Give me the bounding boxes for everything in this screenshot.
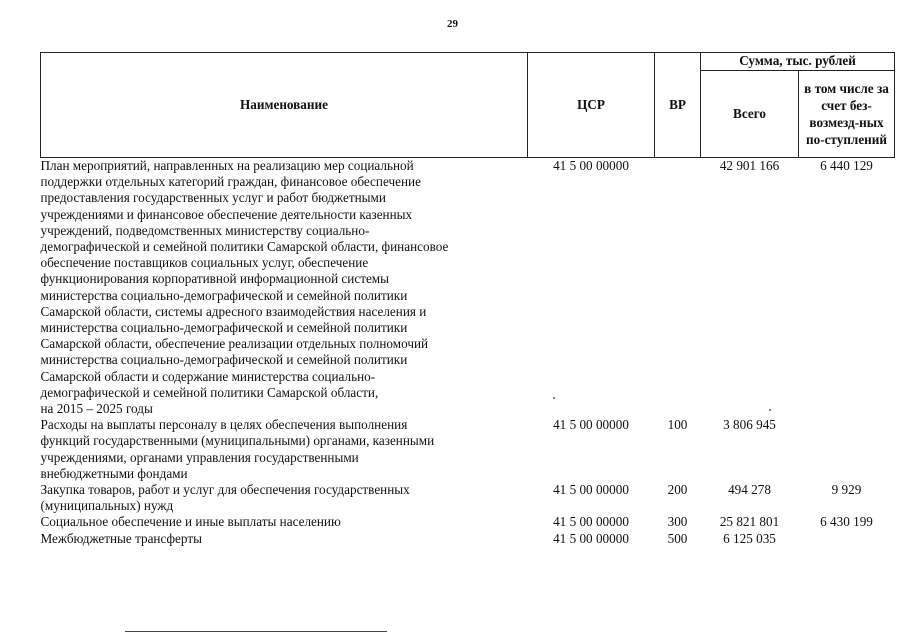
- row-csr: 41 5 00 00000: [553, 514, 629, 530]
- row-free: 9 929: [831, 482, 862, 498]
- row-free: [799, 531, 895, 547]
- row-csr: 41 5 00 00000: [553, 482, 629, 498]
- header-csr: ЦСР: [528, 53, 655, 158]
- row-total: 6 125 035: [723, 530, 776, 546]
- row-name: Расходы на выплаты персоналу в целях обеспечения выполнения функций государственными (муниципальными) органами, казенными учреждениями, органами управления государственными внебюджетными фондами: [40, 417, 435, 481]
- header-name: Наименование: [41, 53, 528, 158]
- table-row: [41, 531, 895, 547]
- row-csr: 41 5 00 00000: [553, 158, 629, 173]
- table-row: [41, 514, 895, 530]
- row-name: Социальное обеспечение и иные выплаты населению: [40, 514, 341, 530]
- row-name: План мероприятий, направленных на реализацию мер социальной поддержки отдельных категорий граждан, финансовое обеспечение предоставления государственных услуг и работ бюджетными учреждениями и финансовое обеспечение деятельности казенных учреждений, подведомственных министерству социально- демографической и семейной политики Самарской области, финансовое обеспечение поставщиков социальных услуг, обеспечение функционирования корпоративной информационной системы министерства социально-демографической и семейной политики Самарской области, системы адресного взаимодействия населения и министерства социально-демографической и семейной политики Самарской области, обеспечение реализации отдельных полномочий министерства социально-демографической и семейной политики Самарской области и содержание министерства социально- демографической и семейной политики Самарской области, на 2015 – 2025 годы: [40, 158, 449, 417]
- row-vr: [655, 158, 701, 418]
- scan-speck: [769, 409, 771, 411]
- table-row: [41, 417, 895, 482]
- row-free: 6 440 129: [820, 158, 873, 173]
- row-total: 25 821 801: [719, 514, 780, 530]
- row-vr: 100: [667, 417, 688, 433]
- footer-rule: [125, 631, 387, 632]
- row-total: 494 278: [728, 482, 771, 498]
- table-row: [41, 158, 895, 418]
- row-free: 6 430 199: [820, 514, 873, 530]
- row-csr: 41 5 00 00000: [553, 530, 629, 546]
- header-sum-free: в том числе за счет без-возмезд-ных по-ступлений: [799, 71, 895, 158]
- row-name: Закупка товаров, работ и услуг для обеспечения государственных (муниципальных) нужд: [40, 482, 410, 514]
- row-vr: 500: [667, 530, 688, 546]
- header-sum-total: Всего: [701, 71, 799, 158]
- budget-table: [40, 52, 895, 547]
- row-total: 3 806 945: [723, 417, 776, 433]
- scan-speck: [553, 397, 555, 399]
- header-vr: ВР: [655, 53, 701, 158]
- page-number: 29: [447, 18, 458, 30]
- row-vr: 300: [667, 514, 688, 530]
- row-free: [799, 417, 895, 482]
- table-row: [41, 482, 895, 514]
- row-csr: 41 5 00 00000: [553, 417, 629, 433]
- row-name: Межбюджетные трансферты: [40, 530, 202, 546]
- header-sum-group: Сумма, тыс. рублей: [701, 53, 895, 71]
- row-vr: 200: [667, 482, 688, 498]
- row-total: 42 901 166: [719, 158, 780, 173]
